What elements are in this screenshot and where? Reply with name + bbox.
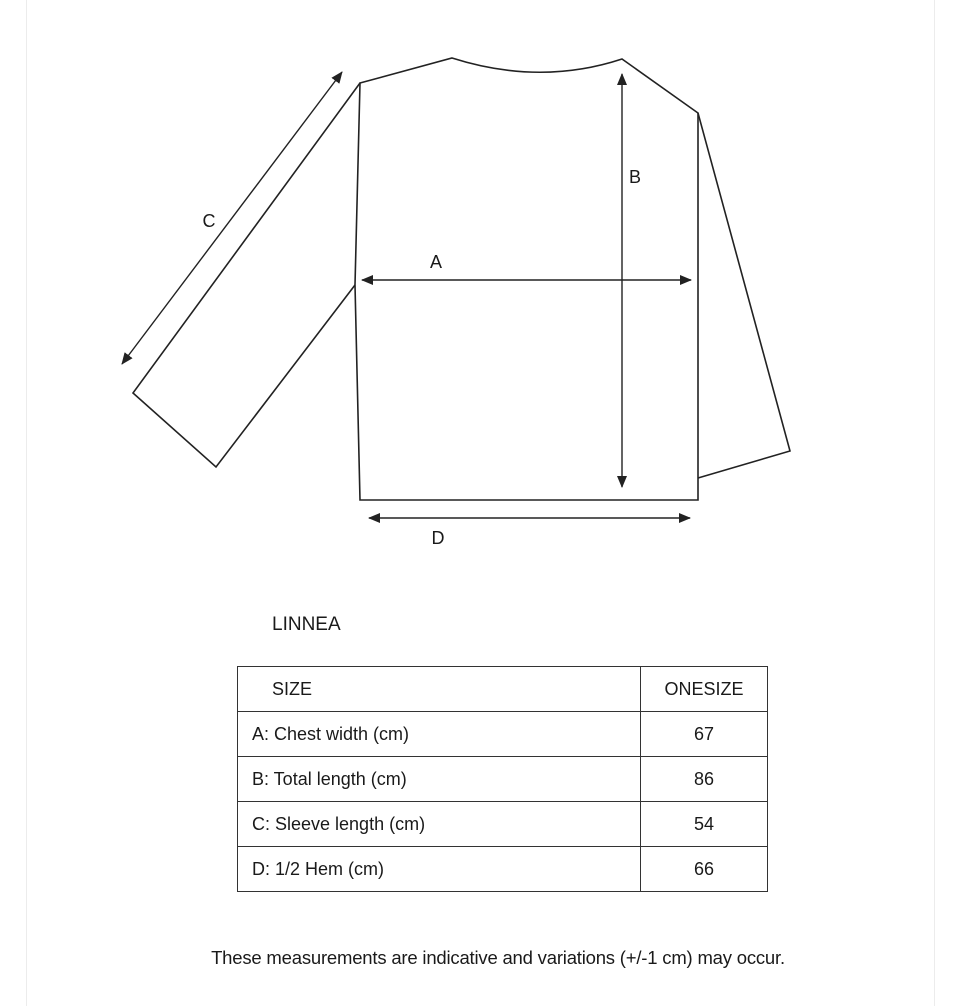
garment-outline — [133, 58, 790, 500]
size-table — [237, 666, 768, 892]
row-value: 86 — [641, 757, 768, 802]
product-name: LINNEA — [272, 614, 341, 635]
left-sleeve-outline — [133, 83, 360, 467]
body-outline — [355, 58, 698, 500]
row-label: C: Sleeve length (cm) — [238, 802, 641, 847]
label-d: D — [431, 528, 445, 548]
size-header-value: ONESIZE — [641, 667, 768, 712]
arrow-c — [122, 72, 342, 364]
table-row — [238, 712, 768, 757]
measurement-disclaimer: These measurements are indicative and variations (+/-1 cm) may occur. — [211, 947, 785, 968]
table-row — [238, 847, 768, 892]
row-label: A: Chest width (cm) — [238, 712, 641, 757]
row-value: 54 — [641, 802, 768, 847]
table-header-row — [238, 667, 768, 712]
table-row — [238, 802, 768, 847]
right-sleeve-outline — [698, 113, 790, 478]
label-b: B — [628, 167, 642, 187]
row-value: 66 — [641, 847, 768, 892]
table-row — [238, 757, 768, 802]
row-value: 67 — [641, 712, 768, 757]
size-header-label: SIZE — [238, 667, 641, 712]
label-c: C — [202, 211, 216, 231]
row-label: B: Total length (cm) — [238, 757, 641, 802]
label-a: A — [429, 252, 443, 272]
measurement-arrows — [122, 72, 691, 518]
row-label: D: 1/2 Hem (cm) — [238, 847, 641, 892]
